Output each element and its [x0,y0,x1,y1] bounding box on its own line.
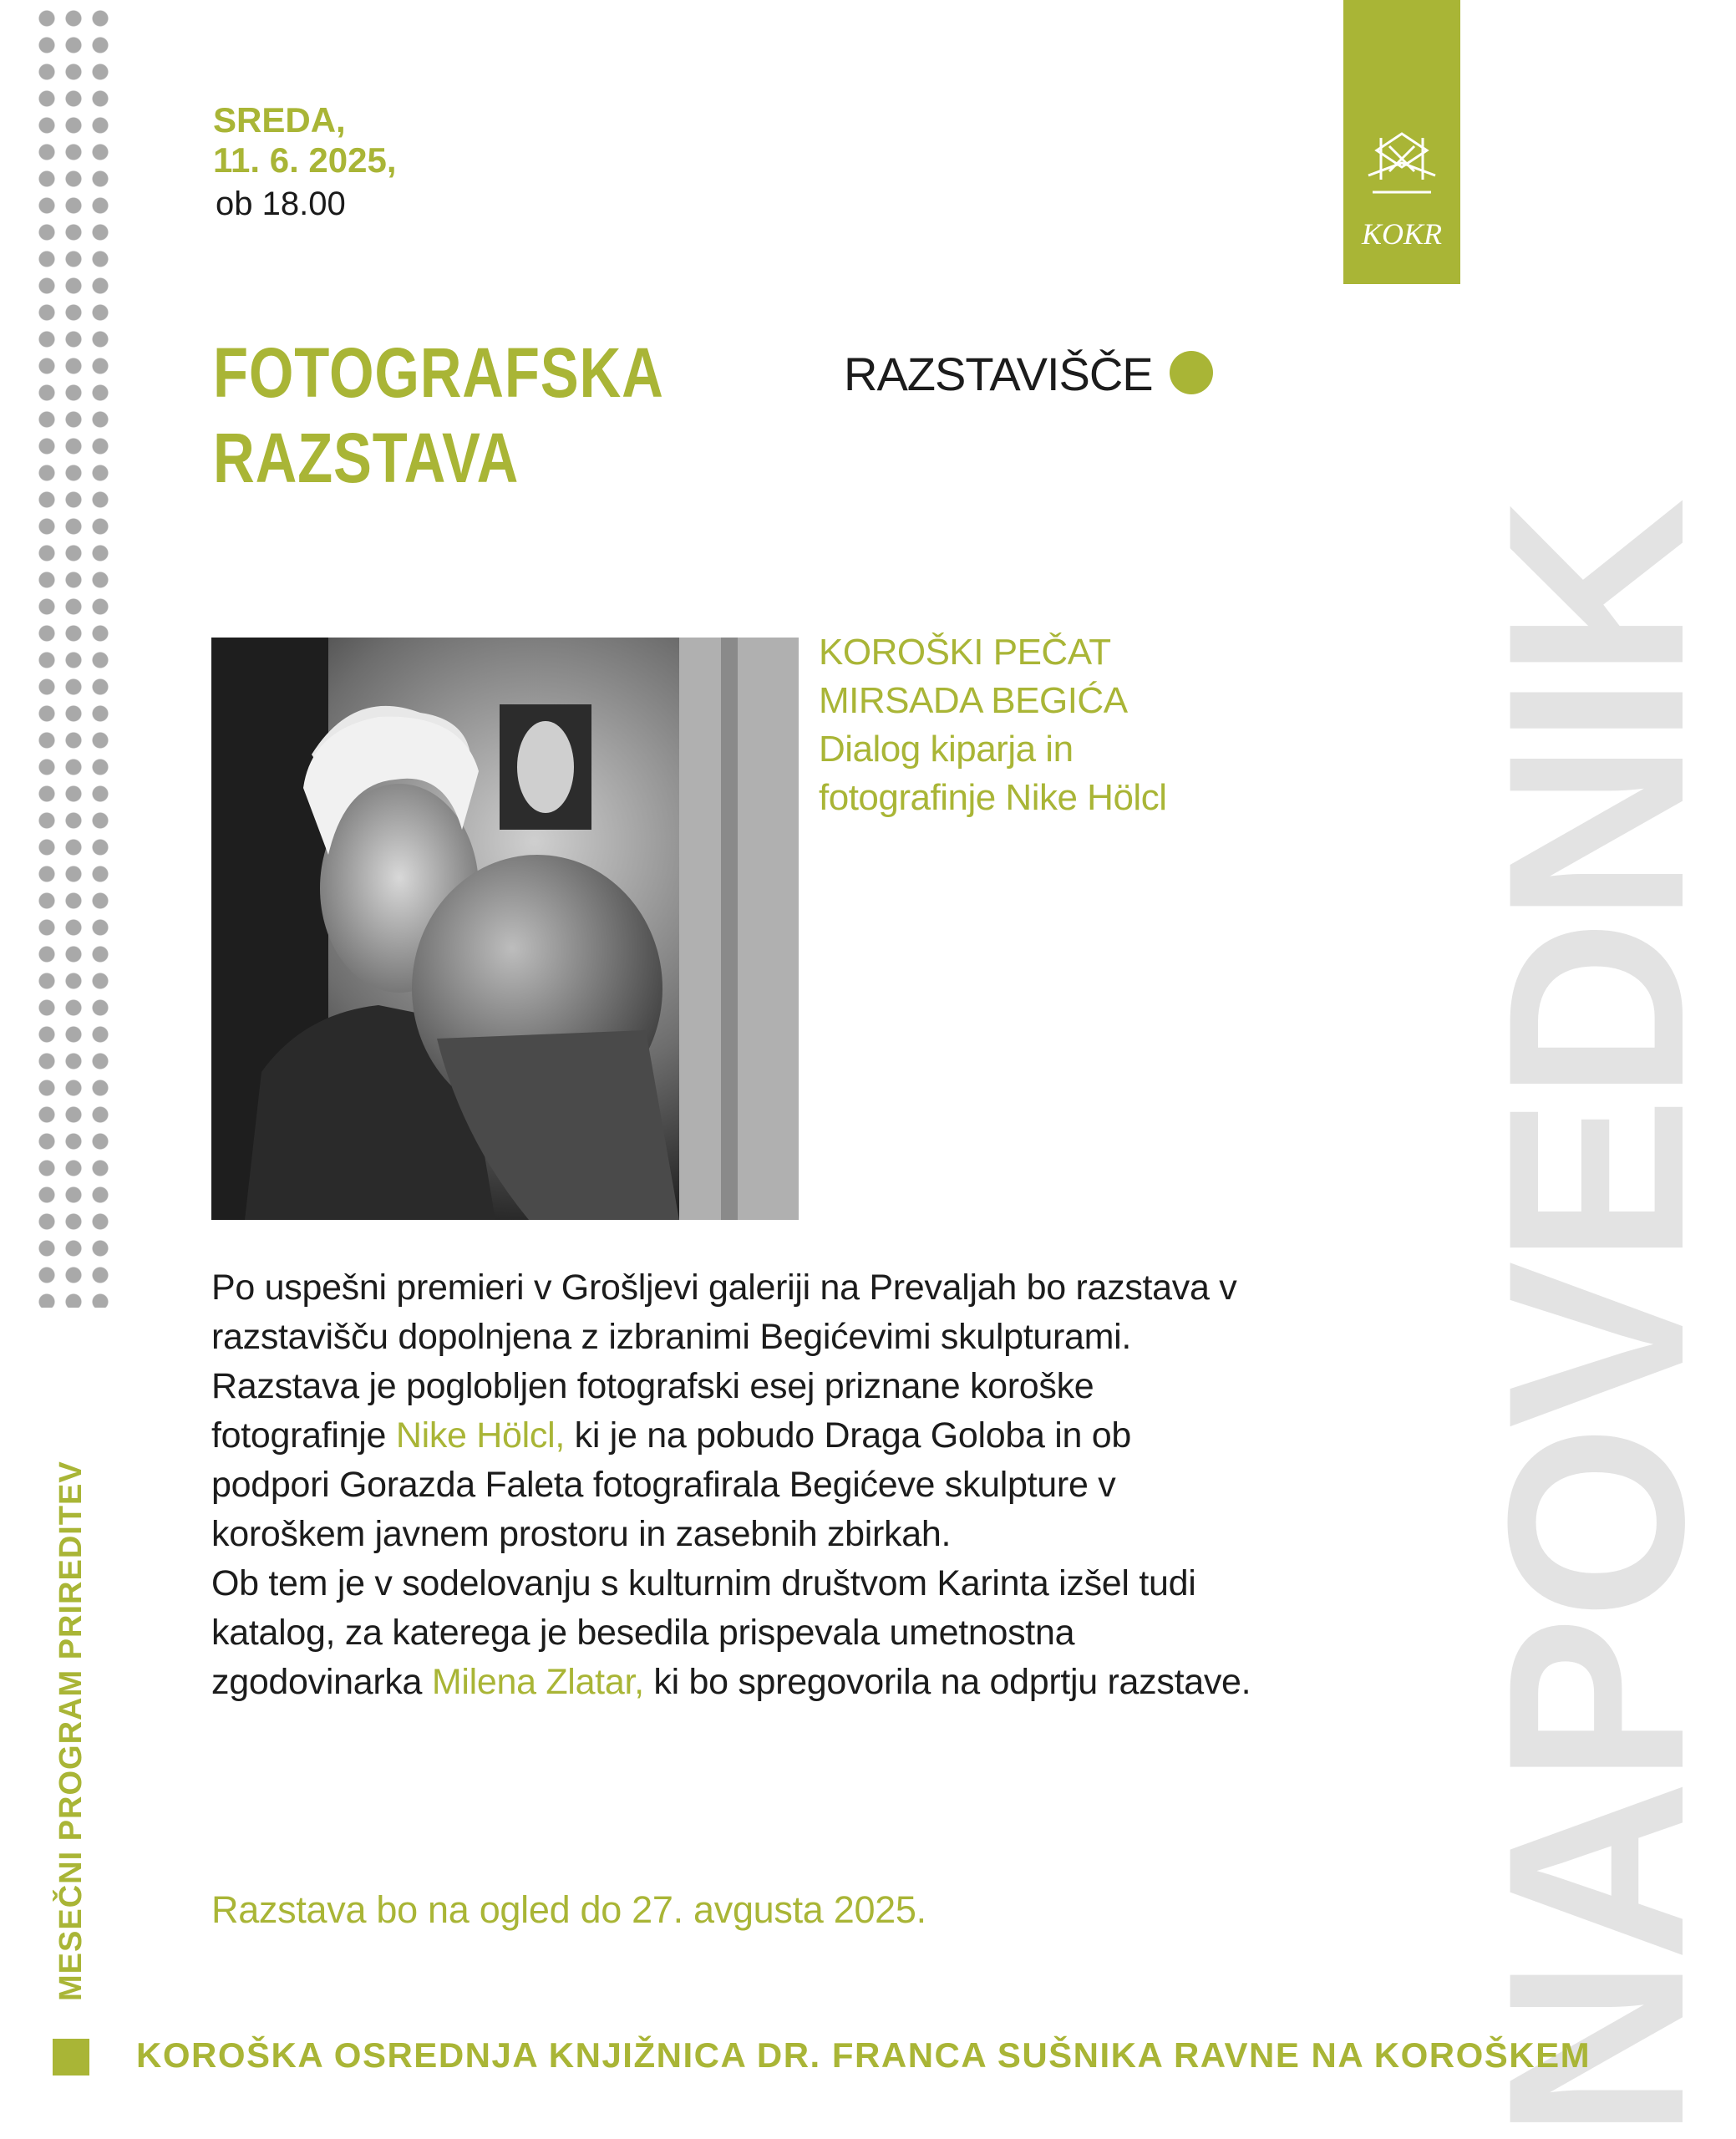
footer-square-icon [53,2039,89,2075]
dotted-pattern [33,0,109,1308]
subtitle-line-2: MIRSADA BEGIĆA [819,680,1128,721]
subtitle-line-4: fotografinje Nike Hölcl [819,777,1167,818]
venue-label: RAZSTAVIŠČE [844,348,1153,400]
portrait-photo [211,638,799,1220]
brand-logo-box [1343,0,1460,284]
kokr-logo-icon [1343,117,1460,259]
description-paragraph-1 [211,1263,1256,1559]
logo-text: KOKR [1361,217,1443,251]
venue-dot-icon [1170,351,1213,394]
photo-image [211,638,799,1220]
p2-text-a: Ob tem je v sodelovanju s kulturnim društvom Karinta izšel tudi katalog, za katerega je besedila prispevala umetnostna zgodovinarka [211,1563,1196,1702]
closing-note: Razstava bo na ogled do 27. avgusta 2025. [211,1888,926,1931]
footer-library-name: KOROŠKA OSREDNJA KNJIŽNICA DR. FRANCA SUŠNIKA RAVNE NA KOROŠKEM [136,2035,1591,2075]
p2-text-b: ki bo spregovorila na odprtju razstave. [643,1662,1251,1702]
p1-text-a: Po uspešni premieri v Grošljevi galeriji na Prevaljah bo razstava v razstavišču dopolnjena z izbranimi Begićevimi skulpturami. Razstava je poglobljen fotografski esej priznane koroške fotografinje [211,1268,1237,1456]
event-date: 11. 6. 2025, [213,140,397,180]
event-time: ob 18.00 [216,185,346,222]
title-line-2: RAZSTAVA [213,419,520,497]
historian-name: Milena Zlatar, [431,1662,644,1702]
photographer-name: Nike Hölcl, [395,1415,566,1456]
vertical-program-label: MESEČNI PROGRAM PRIREDITEV [53,1461,89,2001]
event-day: SREDA, [213,100,346,140]
event-subtitle [819,628,1166,822]
subtitle-line-1: KOROŠKI PEČAT [819,632,1111,673]
event-description [211,1263,1256,1707]
description-paragraph-2 [211,1559,1256,1707]
p1-text-b: ki je na pobudo Draga Goloba in ob podpori Gorazda Faleta fotografirala Begićeve skulpture v koroškem javnem prostoru in zasebnih zbirkah. [211,1415,1131,1554]
side-brand-text: NAPOVEDNIK [1455,500,1736,2139]
page-title [213,330,664,500]
subtitle-line-3: Dialog kiparja in [819,729,1074,770]
title-line-1: FOTOGRAFSKA [213,333,664,412]
side-brand-word [1312,326,1736,2139]
